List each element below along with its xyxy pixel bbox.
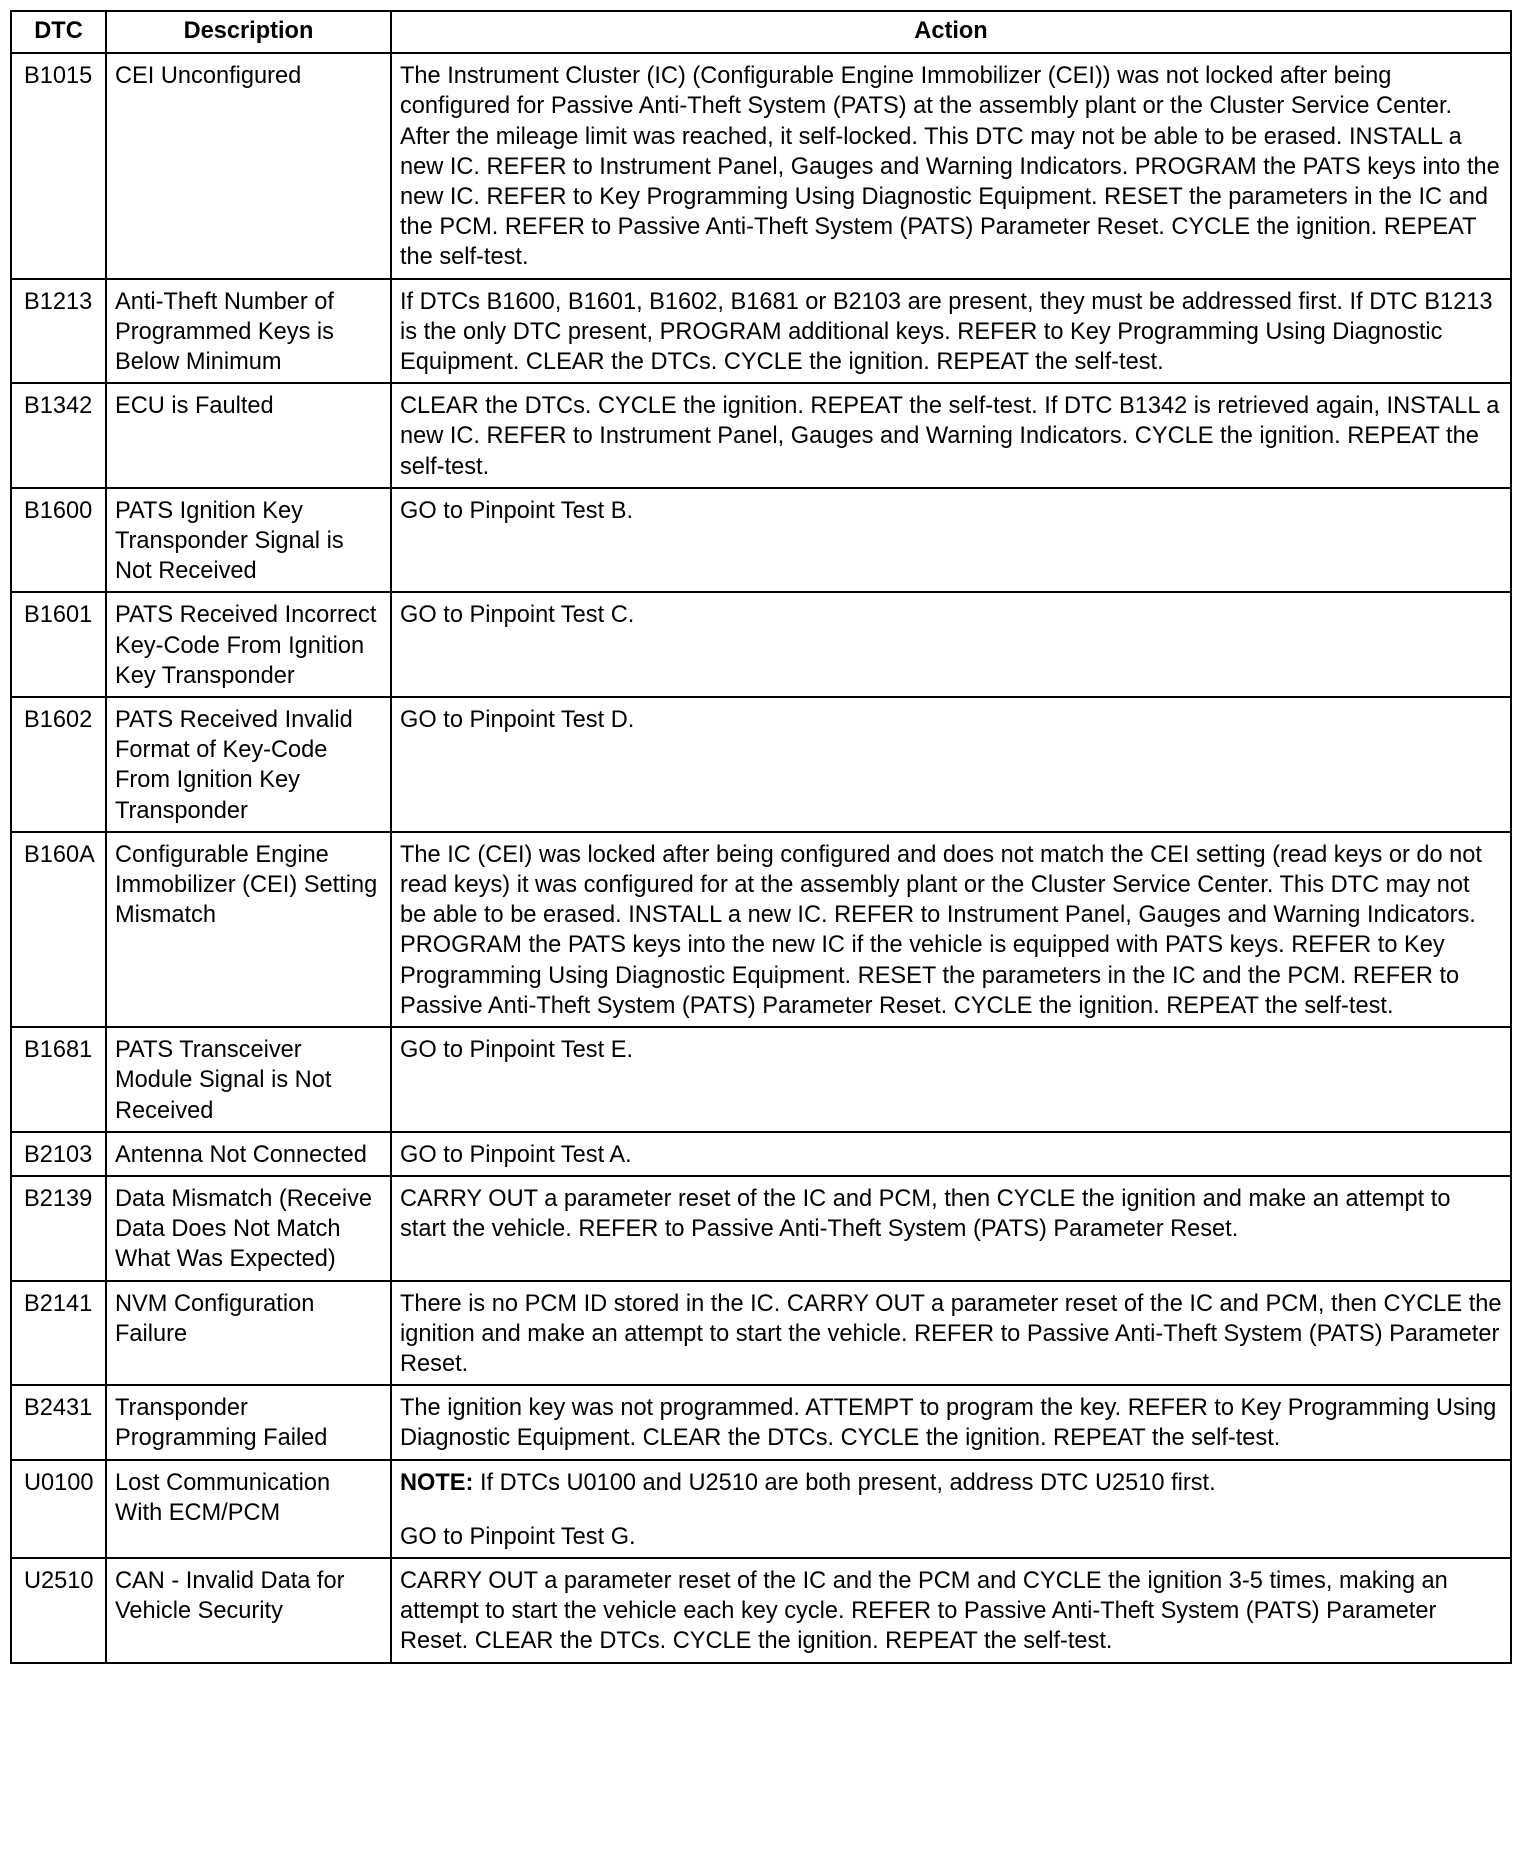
dtc-code: B1601 [11,592,106,697]
dtc-description: Lost Communication With ECM/PCM [106,1460,391,1558]
dtc-description: CAN - Invalid Data for Vehicle Security [106,1558,391,1663]
header-description: Description [106,11,391,53]
table-row [11,832,1511,1027]
table-row [11,1385,1511,1459]
dtc-action: The ignition key was not programmed. ATTEMPT to program the key. REFER to Key Programming Using Diagnostic Equipment. CLEAR the DTCs. CYCLE the ignition. REPEAT the self-test. [391,1385,1511,1459]
dtc-description: Antenna Not Connected [106,1132,391,1176]
dtc-action: The Instrument Cluster (IC) (Configurable Engine Immobilizer (CEI)) was not locked after being configured for Passive Anti-Theft System (PATS) at the assembly plant or the Cluster Service Center. After the mileage limit was reached, it self-locked. This DTC may not be able to be erased. INSTALL a new IC. REFER to Instrument Panel, Gauges and Warning Indicators. PROGRAM the PATS keys into the new IC. REFER to Key Programming Using Diagnostic Equipment. RESET the parameters in the IC and the PCM. REFER to Passive Anti-Theft System (PATS) Parameter Reset. CYCLE the ignition. REPEAT the self-test. [391,53,1511,278]
table-row [11,383,1511,488]
header-action: Action [391,11,1511,53]
dtc-code: B1600 [11,488,106,593]
table-row [11,592,1511,697]
table-row [11,1460,1511,1558]
dtc-description: PATS Received Incorrect Key-Code From Ignition Key Transponder [106,592,391,697]
dtc-action: CLEAR the DTCs. CYCLE the ignition. REPEAT the self-test. If DTC B1342 is retrieved again, INSTALL a new IC. REFER to Instrument Panel, Gauges and Warning Indicators. CYCLE the ignition. REPEAT the self-test. [391,383,1511,488]
dtc-action: GO to Pinpoint Test C. [391,592,1511,697]
dtc-action: GO to Pinpoint Test D. [391,697,1511,832]
dtc-description: NVM Configuration Failure [106,1281,391,1386]
dtc-table [10,10,1512,1664]
header-dtc: DTC [11,11,106,53]
table-row [11,1027,1511,1132]
table-row [11,1176,1511,1281]
dtc-description: PATS Ignition Key Transponder Signal is Not Received [106,488,391,593]
dtc-description: CEI Unconfigured [106,53,391,278]
dtc-code: B2141 [11,1281,106,1386]
dtc-code: B1681 [11,1027,106,1132]
table-row [11,488,1511,593]
dtc-code: B1213 [11,279,106,384]
table-header-row [11,11,1511,53]
dtc-description: Data Mismatch (Receive Data Does Not Match What Was Expected) [106,1176,391,1281]
dtc-table-container [10,10,1510,1664]
dtc-action: GO to Pinpoint Test B. [391,488,1511,593]
note-text: If DTCs U0100 and U2510 are both present, address DTC U2510 first. [473,1469,1216,1496]
dtc-description: PATS Received Invalid Format of Key-Code From Ignition Key Transponder [106,697,391,832]
table-row [11,1281,1511,1386]
dtc-action: The IC (CEI) was locked after being configured and does not match the CEI setting (read keys or do not read keys) it was configured for at the assembly plant or the Cluster Service Center. This DTC may not be able to be erased. INSTALL a new IC. REFER to Instrument Panel, Gauges and Warning Indicators. PROGRAM the PATS keys into the new IC if the vehicle is equipped with PATS keys. REFER to Key Programming Using Diagnostic Equipment. RESET the parameters in the IC and the PCM. REFER to Passive Anti-Theft System (PATS) Parameter Reset. CYCLE the ignition. REPEAT the self-test. [391,832,1511,1027]
table-row [11,1558,1511,1663]
dtc-action: CARRY OUT a parameter reset of the IC and PCM, then CYCLE the ignition and make an attempt to start the vehicle. REFER to Passive Anti-Theft System (PATS) Parameter Reset. [391,1176,1511,1281]
note-label: NOTE: [400,1469,474,1496]
dtc-description: Transponder Programming Failed [106,1385,391,1459]
table-row [11,697,1511,832]
dtc-code: U2510 [11,1558,106,1663]
table-row [11,53,1511,278]
action-text: GO to Pinpoint Test G. [400,1523,636,1550]
note-paragraph [400,1468,1502,1498]
dtc-action: GO to Pinpoint Test E. [391,1027,1511,1132]
dtc-description: Anti-Theft Number of Programmed Keys is Below Minimum [106,279,391,384]
dtc-code: B2431 [11,1385,106,1459]
dtc-action: If DTCs B1600, B1601, B1602, B1681 or B2103 are present, they must be addressed first. If DTC B1213 is the only DTC present, PROGRAM additional keys. REFER to Key Programming Using Diagnostic Equipment. CLEAR the DTCs. CYCLE the ignition. REPEAT the self-test. [391,279,1511,384]
dtc-action: CARRY OUT a parameter reset of the IC and the PCM and CYCLE the ignition 3-5 times, making an attempt to start the vehicle each key cycle. REFER to Passive Anti-Theft System (PATS) Parameter Reset. CLEAR the DTCs. CYCLE the ignition. REPEAT the self-test. [391,1558,1511,1663]
table-row [11,1132,1511,1176]
dtc-action [391,1460,1511,1558]
dtc-description: PATS Transceiver Module Signal is Not Received [106,1027,391,1132]
dtc-action: GO to Pinpoint Test A. [391,1132,1511,1176]
dtc-code: U0100 [11,1460,106,1558]
dtc-description: Configurable Engine Immobilizer (CEI) Setting Mismatch [106,832,391,1027]
dtc-action: There is no PCM ID stored in the IC. CARRY OUT a parameter reset of the IC and PCM, then CYCLE the ignition and make an attempt to start the vehicle. REFER to Passive Anti-Theft System (PATS) Parameter Reset. [391,1281,1511,1386]
dtc-code: B1015 [11,53,106,278]
dtc-code: B2139 [11,1176,106,1281]
table-row [11,279,1511,384]
dtc-code: B160A [11,832,106,1027]
dtc-code: B2103 [11,1132,106,1176]
dtc-description: ECU is Faulted [106,383,391,488]
dtc-code: B1602 [11,697,106,832]
dtc-code: B1342 [11,383,106,488]
